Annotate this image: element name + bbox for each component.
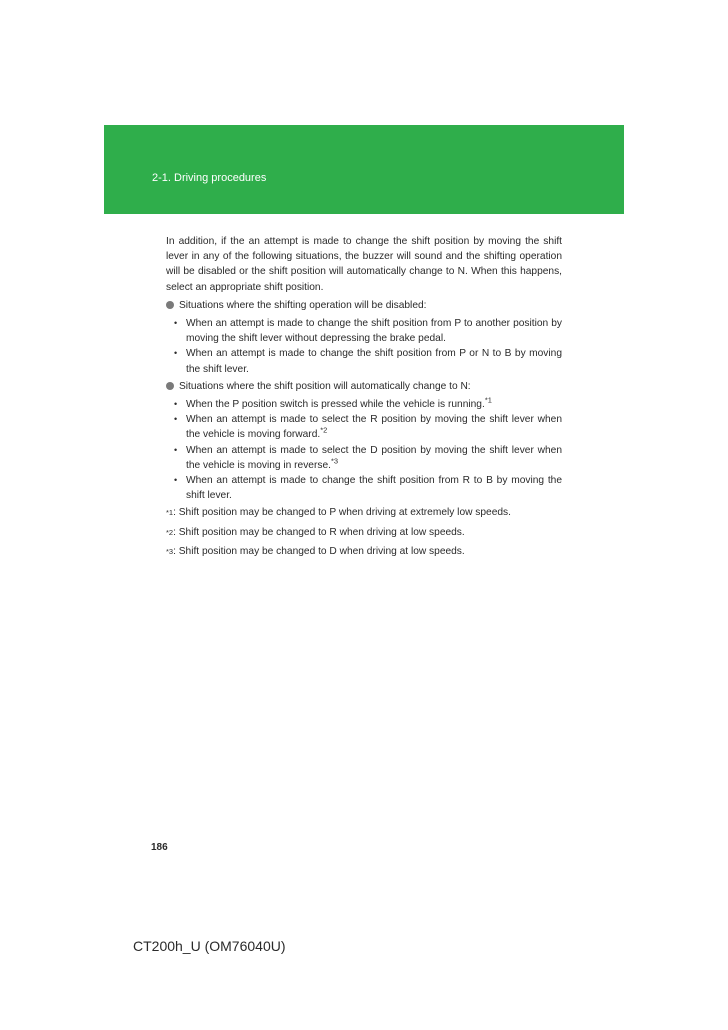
bullet-circle-icon	[166, 382, 174, 390]
list-item-text: When an attempt is made to change the shift position from P or N to B by moving the shift lever.	[186, 348, 562, 375]
bullet-dot-icon: •	[174, 414, 178, 425]
page-content	[166, 234, 562, 563]
disabled-situations-list	[166, 316, 562, 377]
list-item-text: When an attempt is made to select the R position by moving the shift lever when the vehicle is moving forward.$^{*2}$	[186, 414, 562, 441]
footnote: *2 : Shift position may be changed to R when driving at low speeds.	[166, 525, 562, 540]
footnote: *3 : Shift position may be changed to D when driving at low speeds.	[166, 544, 562, 559]
group-heading-text: Situations where the shifting operation will be disabled:	[179, 299, 427, 311]
list-item	[166, 412, 562, 442]
group-heading	[166, 379, 562, 394]
list-item	[166, 346, 562, 376]
bullet-dot-icon: •	[174, 475, 178, 486]
footnote-ref: *2	[320, 426, 328, 436]
footnote: *1 : Shift position may be changed to P when driving at extremely low speeds.	[166, 505, 562, 520]
bullet-circle-icon	[166, 301, 174, 309]
document-id: CT200h_U (OM76040U)	[133, 938, 286, 954]
group-heading	[166, 298, 562, 313]
bullet-dot-icon: •	[174, 348, 178, 359]
page-number: 186	[151, 842, 168, 853]
disabled-situations-group	[166, 298, 562, 377]
section-header-band	[104, 125, 624, 214]
group-heading-text: Situations where the shift position will automatically change to N:	[179, 380, 471, 392]
auto-neutral-situations-group	[166, 379, 562, 504]
auto-neutral-situations-list	[166, 397, 562, 503]
bullet-dot-icon: •	[174, 444, 178, 455]
intro-paragraph: In addition, if the an attempt is made to change the shift position by moving the shift lever in any of the following situations, the buzzer will sound and the shifting operation will be disabled or the shift position will automatically change to N. When this happens, select an appropriate shift position.	[166, 236, 562, 293]
footnote-text: : Shift position may be changed to D when driving at low speeds.	[173, 545, 465, 557]
footnote-text: : Shift position may be changed to R when driving at low speeds.	[173, 526, 465, 538]
footnote-ref: *3	[330, 456, 339, 466]
footnote-text: : Shift position may be changed to P when driving at extremely low speeds.	[173, 507, 511, 519]
footnote-ref: *1	[484, 395, 492, 405]
list-item	[166, 473, 562, 503]
bullet-dot-icon: •	[174, 399, 178, 410]
section-title: 2-1. Driving procedures	[152, 172, 267, 184]
list-item	[166, 316, 562, 346]
bullet-dot-icon: •	[174, 318, 178, 329]
list-item	[166, 443, 562, 473]
footnotes	[166, 505, 562, 559]
list-item-text: When an attempt is made to select the D position by moving the shift lever when the vehicle is moving in reverse.$^{*3}$	[186, 444, 562, 471]
list-item-text: When an attempt is made to change the shift position from P to another position by moving the shift lever without depressing the brake pedal.	[186, 318, 562, 345]
list-item-text: When an attempt is made to change the shift position from R to B by moving the shift lever.	[186, 475, 562, 502]
list-item-text: When the P position switch is pressed while the vehicle is running.$^{*1}$	[186, 395, 492, 411]
list-item	[166, 397, 562, 412]
